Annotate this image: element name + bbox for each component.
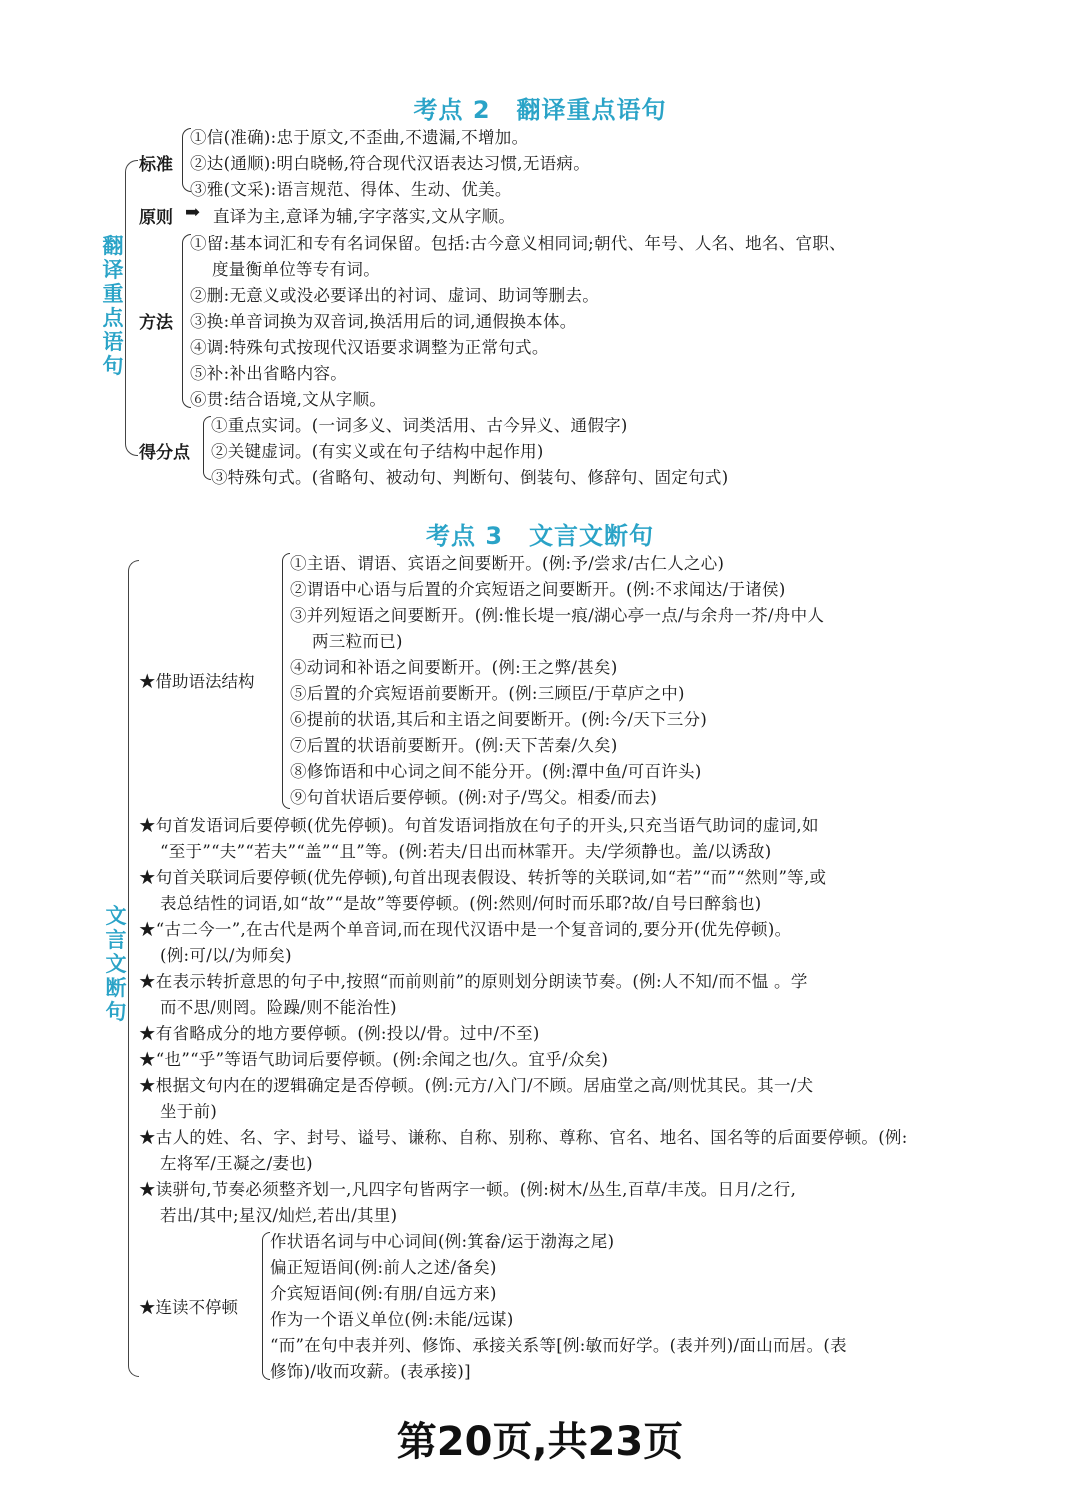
continuous-item: 介宾短语间(例:有朋/自远方来) bbox=[270, 1284, 497, 1303]
rule-line: ★在表示转折意思的句子中,按照“而前则前”的原则划分朗读节奏。(例:人不知/而不愠 。学 bbox=[139, 972, 808, 991]
rule-line: (例:可/以/为师矣) bbox=[160, 946, 292, 965]
rule-line: ★根据文句内在的逻辑确定是否停顿。(例:元方/入门/不顾。居庙堂之高/则忧其民。其一/犬 bbox=[139, 1076, 814, 1095]
continuous-brace bbox=[262, 1232, 270, 1380]
section2-main-brace bbox=[125, 160, 138, 456]
rule-line: ★句首发语词后要停顿(优先停顿)。句首发语词指放在句子的开头,只充当语气助词的虚词,如 bbox=[139, 816, 819, 835]
grammar-item: ②谓语中心语与后置的介宾短语之间要断开。(例:不求闻达/于诸侯) bbox=[290, 580, 786, 599]
rule-line: 坐于前) bbox=[160, 1102, 218, 1121]
continuous-item: 作状语名词与中心词间(例:箕畚/运于渤海之尾) bbox=[270, 1232, 615, 1251]
section3-vertical-title: 文言文断句 bbox=[105, 904, 127, 1024]
continuous-item: 作为一个语义单位(例:未能/远谋) bbox=[270, 1310, 514, 1329]
method-item: 度量衡单位等专有词。 bbox=[212, 260, 380, 279]
grammar-item: ⑥提前的状语,其后和主语之间要断开。(例:今/天下三分) bbox=[290, 710, 708, 729]
rule-line: ★读骈句,节奏必须整齐划一,凡四字句皆两字一顿。(例:树木/丛生,百草/丰茂。日月/之行, bbox=[139, 1180, 797, 1199]
category-method: 方法 bbox=[139, 313, 173, 333]
grammar-item: ④动词和补语之间要断开。(例:王之弊/甚矣) bbox=[290, 658, 618, 677]
grammar-item: 两三粒而已) bbox=[312, 632, 403, 651]
continuous-item: “而”在句中表并列、修饰、承接关系等[例:敏而好学。(表并列)/面山而居。(表 bbox=[270, 1336, 847, 1355]
rule-line: 若出/其中;星汉/灿烂,若出/其里) bbox=[160, 1206, 398, 1225]
section2-vertical-title: 翻译重点语句 bbox=[102, 234, 124, 378]
grammar-brace bbox=[282, 553, 290, 809]
category-standard: 标准 bbox=[139, 155, 173, 175]
rule-line: ★句首关联词后要停顿(优先停顿),句首出现表假设、转折等的关联词,如“若”“而”“然则”等,或 bbox=[139, 868, 827, 887]
grammar-item: ⑤后置的介宾短语前要断开。(例:三顾臣/于草庐之中) bbox=[290, 684, 685, 703]
standard-item: ③雅(文采):语言规范、得体、生动、优美。 bbox=[190, 180, 512, 199]
method-item: ②删:无意义或没必要译出的衬词、虚词、助词等删去。 bbox=[190, 286, 600, 305]
grammar-item: ③并列短语之间要断开。(例:惟长堤一痕/湖心亭一点/与余舟一芥/舟中人 bbox=[290, 606, 825, 625]
section3-title-text: 文言文断句 bbox=[529, 522, 655, 550]
method-item: ①留:基本词汇和专有名词保留。包括:古今意义相同词;朝代、年号、人名、地名、官职、 bbox=[190, 234, 846, 253]
section2-title bbox=[0, 90, 1080, 125]
score-item: ③特殊句式。(省略句、被动句、判断句、倒装句、修辞句、固定句式) bbox=[211, 468, 729, 487]
method-item: ④调:特殊句式按现代汉语要求调整为正常句式。 bbox=[190, 338, 549, 357]
method-item: ⑤补:补出省略内容。 bbox=[190, 364, 348, 383]
score-brace bbox=[203, 416, 211, 480]
page-number-footer: 第20页,共23页 bbox=[396, 1419, 684, 1465]
rule-line: ★古人的姓、名、字、封号、谥号、谦称、自称、别称、尊称、官名、地名、国名等的后面要停顿。(例: bbox=[139, 1128, 908, 1147]
rule-line: 表总结性的词语,如“故”“是故”等要停顿。(例:然则/何时而乐耶?故/自号曰醉翁也) bbox=[160, 894, 762, 913]
section2-title-number: 考点 2 bbox=[413, 96, 491, 124]
section2-title-text: 翻译重点语句 bbox=[516, 96, 667, 124]
rule-line: ★“古二今一”,在古代是两个单音词,而在现代汉语中是一个复音词的,要分开(优先停顿)。 bbox=[139, 920, 792, 939]
category-principle: 原则 bbox=[139, 208, 173, 228]
rule-line: ★有省略成分的地方要停顿。(例:投以/骨。过中/不至) bbox=[139, 1024, 540, 1043]
score-item: ②关键虚词。(有实义或在句子结构中起作用) bbox=[211, 442, 544, 461]
standard-item: ①信(准确):忠于原文,不歪曲,不遗漏,不增加。 bbox=[190, 128, 529, 147]
grammar-item: ⑨句首状语后要停顿。(例:对子/骂父。相委/而去) bbox=[290, 788, 658, 807]
grammar-item: ⑦后置的状语前要断开。(例:天下苦秦/久矣) bbox=[290, 736, 618, 755]
principle-text: 直译为主,意译为辅,字字落实,文从字顺。 bbox=[213, 207, 516, 226]
grammar-label: ★借助语法结构 bbox=[139, 672, 255, 691]
score-item: ①重点实词。(一词多义、词类活用、古今异义、通假字) bbox=[211, 416, 628, 435]
rule-line: 左将军/王凝之/妻也) bbox=[160, 1154, 313, 1173]
continuous-label: ★连读不停顿 bbox=[139, 1298, 238, 1317]
arrow-right-icon: ➡ bbox=[185, 202, 201, 223]
rule-line: 而不思/则罔。险躁/则不能治性) bbox=[160, 998, 397, 1017]
standard-item: ②达(通顺):明白晓畅,符合现代汉语表达习惯,无语病。 bbox=[190, 154, 591, 173]
method-item: ⑥贯:结合语境,文从字顺。 bbox=[190, 390, 387, 409]
category-score: 得分点 bbox=[139, 443, 190, 463]
continuous-item: 修饰)/收而攻薪。(表承接)] bbox=[270, 1362, 471, 1381]
section3-title-number: 考点 3 bbox=[425, 522, 504, 550]
continuous-item: 偏正短语间(例:前人之述/备矣) bbox=[270, 1258, 497, 1277]
rule-line: ★“也”“乎”等语气助词后要停顿。(例:余闻之也/久。宜乎/众矣) bbox=[139, 1050, 609, 1069]
method-item: ③换:单音词换为双音词,换活用后的词,通假换本体。 bbox=[190, 312, 577, 331]
rule-line: “至于”“夫”“若夫”“盖”“且”等。(例:若夫/日出而林霏开。夫/学须静也。盖/以诱敌) bbox=[160, 842, 772, 861]
grammar-item: ⑧修饰语和中心词之间不能分开。(例:潭中鱼/可百许头) bbox=[290, 762, 702, 781]
section3-main-brace bbox=[128, 560, 139, 1377]
section3-title bbox=[0, 516, 1080, 551]
grammar-item: ①主语、谓语、宾语之间要断开。(例:予/尝求/古仁人之心) bbox=[290, 554, 725, 573]
